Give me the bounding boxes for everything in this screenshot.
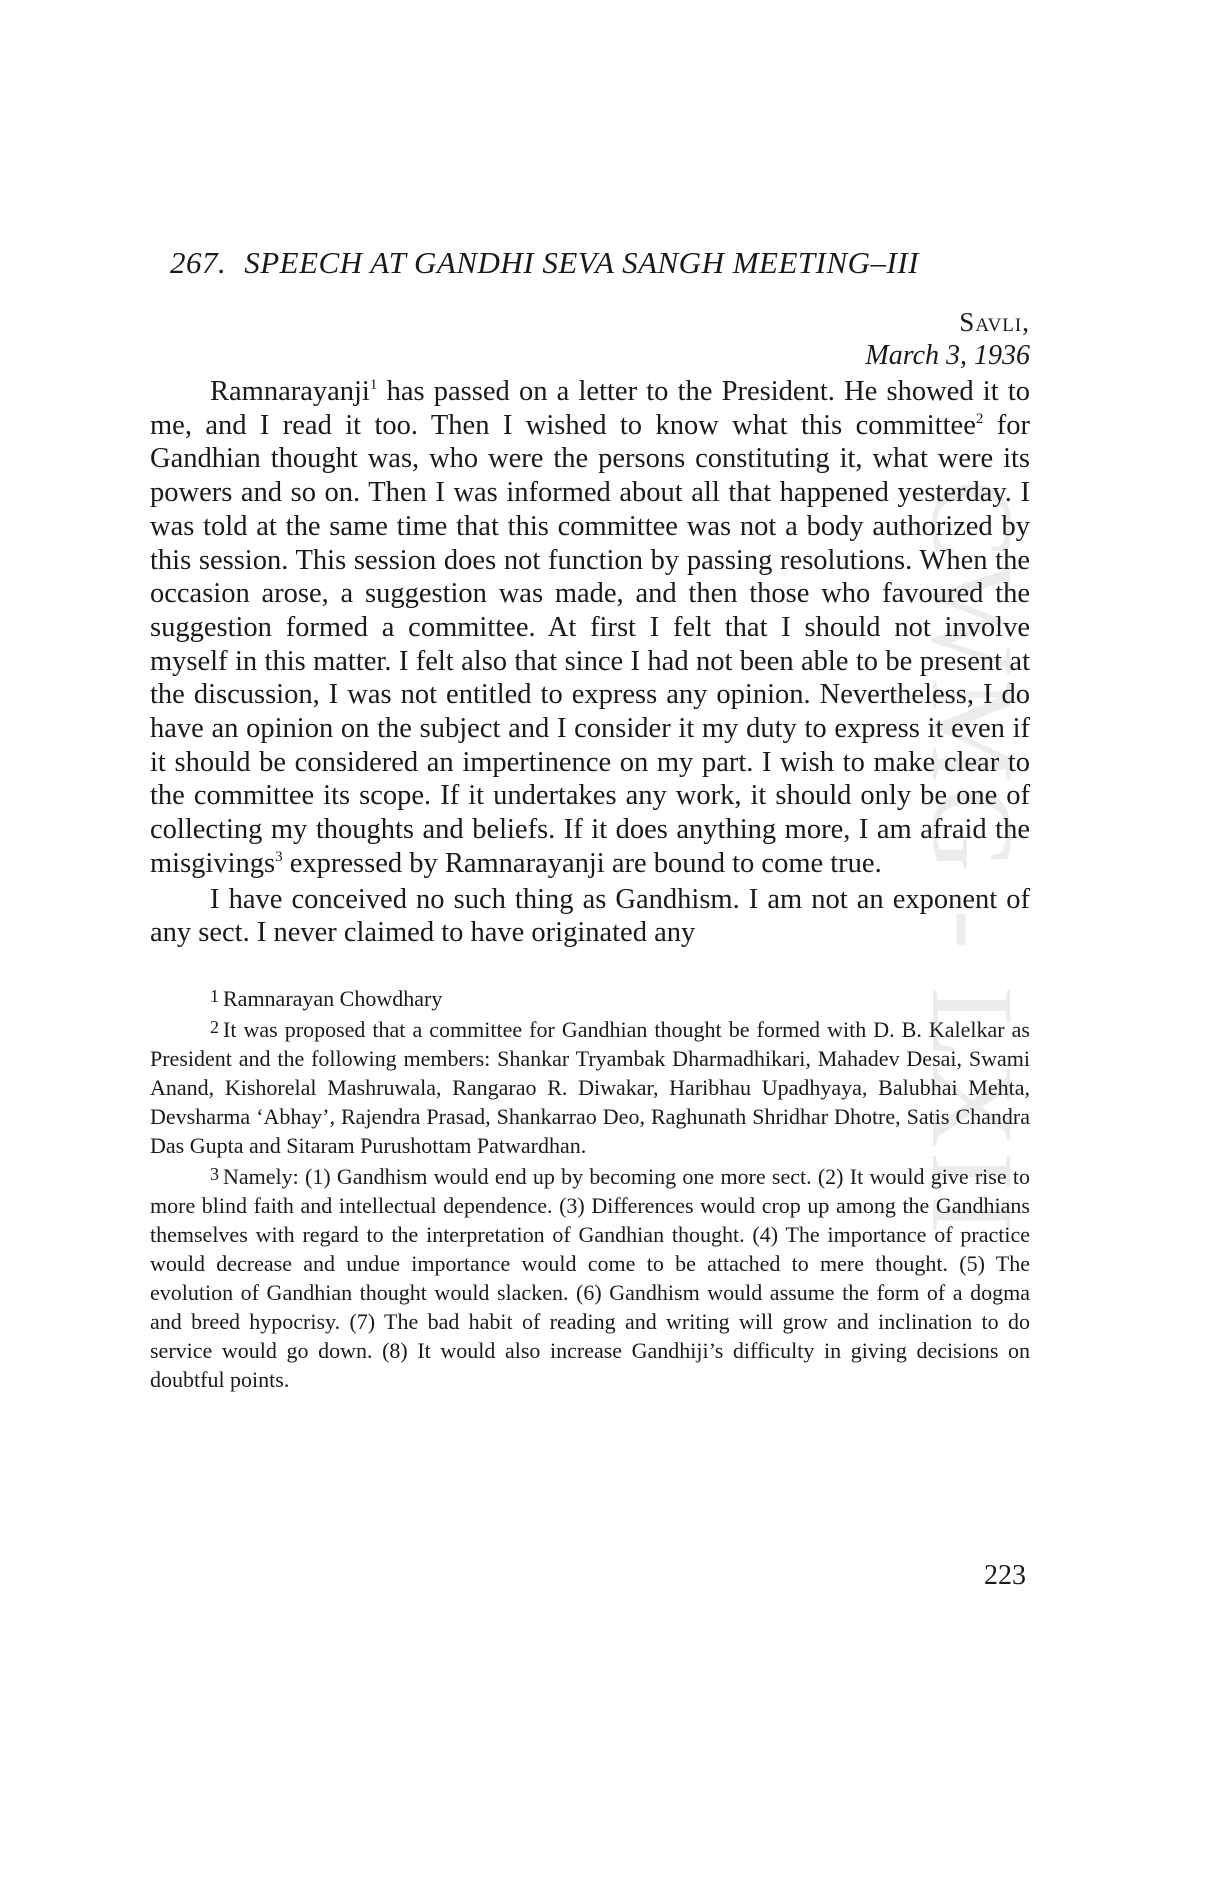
footnote-text: Ramnarayan Chowdhary <box>223 985 443 1011</box>
footnote-3 <box>150 1160 1030 1394</box>
body-text <box>150 375 1030 950</box>
paragraph-1-part-c: for Gandhian thought was, who were the persons constituting it, what were its powers and so on. Then I was informed about all that happened yesterday. I was told at the same time that this committee was not a body authorized by this session. This session does not function by passing resolutions. When the occasion arose, a suggestion was made, and then those who favoured the suggestion formed a committee. At first I felt that I should not involve myself in this matter. I felt also that since I had not been able to be present at the discussion, I was not entitled to express any opinion. Nevertheless, I do have an opinion on the subject and I consider it my duty to express it even if it should be considered an impertinence on my part. I wish to make clear to the committee its scope. If it undertakes any work, it should only be one of collecting my thoughts and beliefs. If it does anything more, I am afraid the misgivings <box>150 409 1030 879</box>
footnote-ref-2: 2 <box>975 410 984 427</box>
footnote-text: Namely: (1) Gandhism would end up by becoming one more sect. (2) It would give rise to more blind faith and intellectual dependence. (3) Differences would crop up among the Gandhians themselves with regard to the interpretation of Gandhian thought. (4) The importance of practice would decrease and undue importance would come to be attached to mere thought. (5) The evolution of Gandhian thought would slacken. (6) Gandhism would assume the form of a dogma and breed hypocrisy. (7) The bad habit of reading and writing will grow and inclination to do service would go down. (8) It would also increase Gandhiji’s difficulty in giving decisions on doubtful points. <box>150 1163 1030 1392</box>
document-title: SPEECH AT GANDHI SEVA SANGH MEETING–III <box>244 245 920 280</box>
footnote-1 <box>150 982 1030 1013</box>
footnotes <box>150 982 1030 1394</box>
footnote-ref-3: 3 <box>275 848 283 865</box>
footnote-mark: 3 <box>210 1163 219 1184</box>
paragraph-2: I have conceived no such thing as Gandhism. I am not an exponent of any sect. I never claimed to have originated any <box>150 883 1030 949</box>
footnote-mark: 2 <box>210 1016 219 1037</box>
watermark: CWMG - LXII <box>907 480 1038 1239</box>
footnote-text: It was proposed that a committee for Gandhian thought be formed with D. B. Kalelkar as President and the following members: Shankar Tryambak Dharmadhikari, Mahadev Desai, Swami Anand, Kishorelal Mashruwala, Rangarao R. Diwakar, Haribhau Upadhyaya, Balubhai Mehta, Devsharma ‘Abhay’, Rajendra Prasad, Shankarrao Deo, Raghunath Shridhar Dhotre, Satis Chandra Das Gupta and Sitaram Purushottam Patwardhan. <box>150 1016 1030 1158</box>
paragraph-1-part-d: expressed by Ramnarayanji are bound to come true. <box>282 847 882 879</box>
document-heading <box>170 245 1030 281</box>
page-number: 223 <box>984 1560 1026 1591</box>
dateline-place: Savli, <box>959 307 1030 337</box>
paragraph-1-part-a: Ramnarayanji <box>210 376 370 407</box>
footnote-mark: 1 <box>210 985 219 1006</box>
footnote-2 <box>150 1013 1030 1160</box>
document-number: 267. <box>170 245 227 280</box>
footnote-ref-1: 1 <box>369 377 378 393</box>
paragraph-1-part-b: has passed on a letter to the President. He showed it to me, and I read it too. Then I wished to know what this committee <box>150 376 1030 441</box>
dateline-date: March 3, 1936 <box>865 340 1030 371</box>
page-content <box>150 245 1030 1394</box>
paragraph-1 <box>150 375 1030 881</box>
